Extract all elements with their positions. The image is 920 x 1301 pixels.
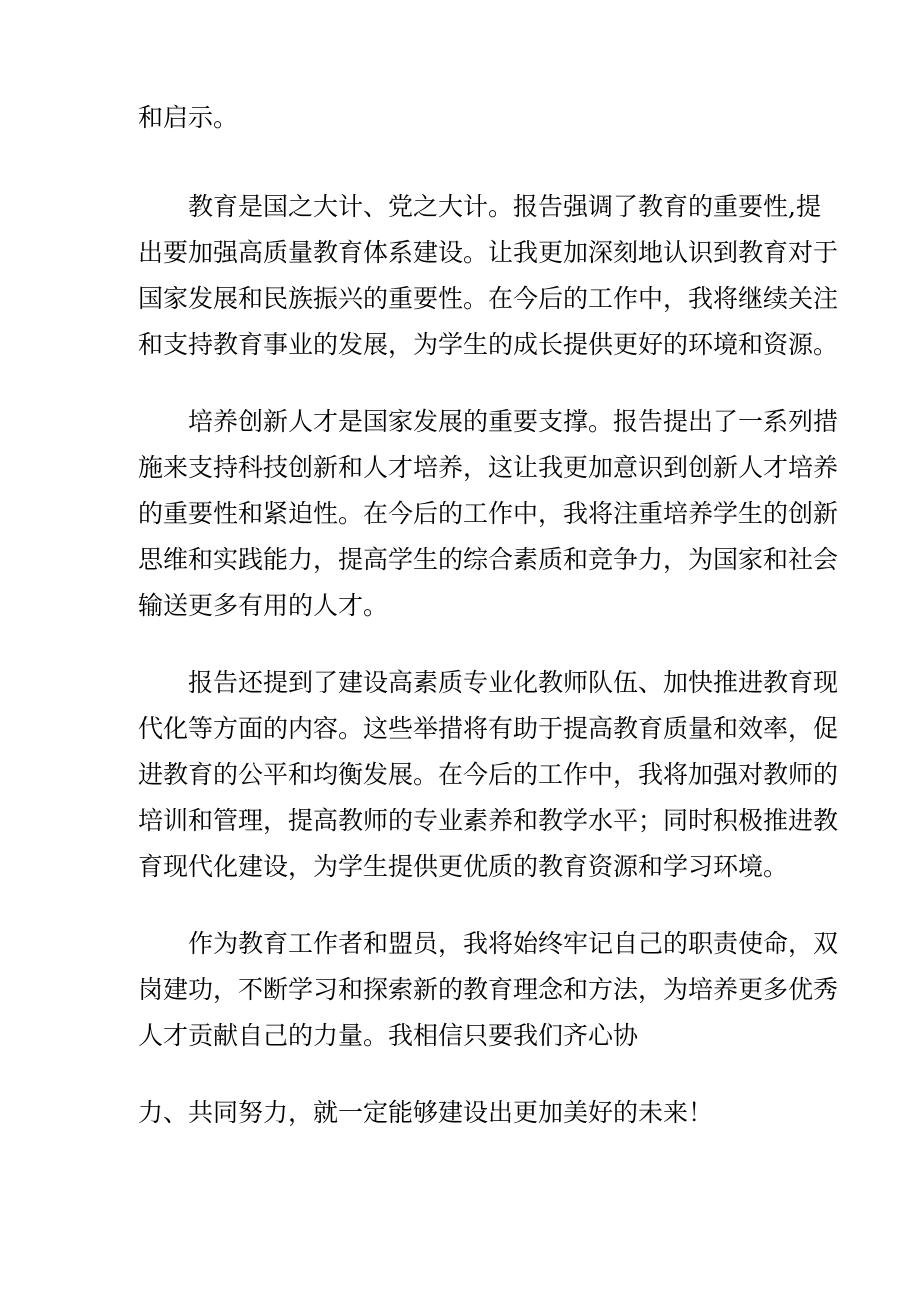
paragraph-2-line-5: 输送更多有用的人才。 xyxy=(138,591,389,620)
paragraph-0-line-1: 和启示。 xyxy=(138,103,239,132)
paragraph-5-line-1: 力、共同努力，就一定能够建设出更加美好的未来！ xyxy=(138,1098,714,1127)
paragraph-2-line-4: 思维和实践能力，提高学生的综合素质和竞争力，为国家和社会 xyxy=(138,545,839,574)
paragraph-1-line-3: 国家发展和民族振兴的重要性。在今后的工作中，我将继续关注 xyxy=(138,284,839,313)
paragraph-1-line-1: 教育是国之大计、党之大计。报告强调了教育的重要性,提 xyxy=(188,192,821,221)
paragraph-4-line-2: 岗建功，不断学习和探索新的教育理念和方法，为培养更多优秀 xyxy=(138,975,839,1004)
paragraph-3-line-3: 进教育的公平和均衡发展。在今后的工作中，我将加强对教师的 xyxy=(138,760,839,789)
paragraph-2-line-2: 施来支持科技创新和人才培养，这让我更加意识到创新人才培养 xyxy=(138,453,839,482)
paragraph-4-line-1: 作为教育工作者和盟员，我将始终牢记自己的职责使命，双 xyxy=(188,929,839,958)
paragraph-3-line-5: 育现代化建设，为学生提供更优质的教育资源和学习环境。 xyxy=(138,852,789,881)
paragraph-3-line-4: 培训和管理，提高教师的专业素养和教学水平；同时积极推进教 xyxy=(138,806,839,835)
paragraph-2-line-3: 的重要性和紧迫性。在今后的工作中，我将注重培养学生的创新 xyxy=(138,499,839,528)
paragraph-3-line-2: 代化等方面的内容。这些举措将有助于提高教育质量和效率，促 xyxy=(138,714,839,743)
paragraph-4-line-3: 人才贡献自己的力量。我相信只要我们齐心协 xyxy=(138,1021,639,1050)
paragraph-3-line-1: 报告还提到了建设高素质专业化教师队伍、加快推进教育现 xyxy=(188,668,839,697)
paragraph-1-line-2: 出要加强高质量教育体系建设。让我更加深刻地认识到教育对于 xyxy=(138,238,839,267)
paragraph-2-line-1: 培养创新人才是国家发展的重要支撑。报告提出了一系列措 xyxy=(188,407,839,436)
paragraph-1-line-4: 和支持教育事业的发展，为学生的成长提供更好的环境和资源。 xyxy=(138,330,839,359)
